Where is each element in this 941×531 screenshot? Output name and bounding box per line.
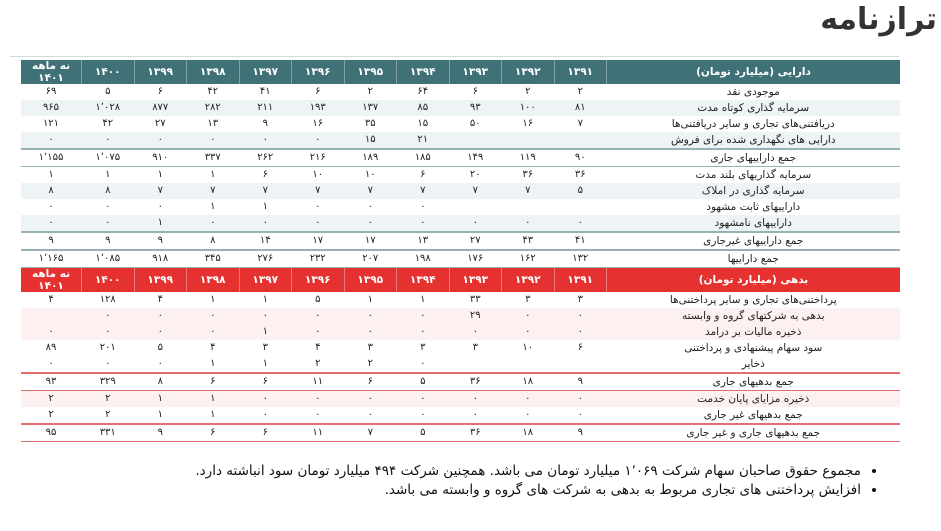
cell-value: ۶ (577, 342, 583, 353)
cell-value (554, 199, 607, 215)
cell-value: ۲ (577, 86, 583, 97)
cell-value: ۲۶۲ (239, 149, 292, 167)
cell-value: ۴ (315, 342, 321, 353)
cell-value: ۹۵ (21, 424, 82, 442)
cell-value: ۰ (21, 324, 82, 340)
column-header-year: ۱۳۹۳ (449, 60, 502, 84)
cell-value: ۱٬۰۸۵ (82, 250, 135, 268)
cell-value: ۰ (554, 308, 607, 324)
row-label: داراییهای ثابت مشهود (706, 201, 801, 213)
table-row (21, 407, 901, 424)
cell-value: ۱٬۱۵۵ (21, 149, 82, 167)
cell-value: ۰ (157, 358, 163, 369)
cell-value: ۹ (134, 424, 187, 442)
cell-value: ۱ (105, 169, 111, 180)
table-row (21, 215, 901, 232)
cell-value: ۱ (239, 324, 292, 340)
cell-value: ۰ (292, 215, 345, 232)
cell-value: ۴۳ (502, 232, 555, 250)
cell-value: ۴ (210, 342, 216, 353)
column-header-year: ۱۳۹۸ (187, 60, 240, 84)
cell-value: ۳ (262, 342, 268, 353)
assets-body (21, 84, 901, 268)
cell-value: ۱۴۹ (449, 149, 502, 167)
cell-value: ۰ (292, 308, 345, 324)
cell-value: ۰ (397, 324, 450, 340)
cell-value: ۵ (554, 183, 607, 199)
cell-value: ۰ (397, 391, 450, 408)
cell-value: ۱ (48, 169, 54, 180)
cell-value: ۶۹ (45, 86, 57, 97)
column-header-year: ۱۳۹۵ (344, 268, 397, 292)
cell-value: ۷ (449, 183, 502, 199)
cell-value: ۰ (105, 358, 111, 369)
cell-value: ۶ (187, 424, 240, 442)
cell-value: ۰ (239, 308, 292, 324)
cell-value: ۱ (210, 294, 216, 305)
cell-value: ۷ (577, 118, 583, 129)
cell-value: ۶ (472, 86, 478, 97)
cell-value: ۱ (187, 391, 240, 408)
cell-value: ۲۱ (397, 132, 450, 149)
column-header-year: ۱۳۹۵ (344, 60, 397, 84)
cell-value: ۶۴ (417, 86, 429, 97)
liabilities-header-row (21, 268, 901, 292)
cell-value: ۱۵ (417, 118, 429, 129)
notes-list (195, 462, 881, 500)
cell-value: ۲۰ (469, 169, 481, 180)
cell-value: ۰ (187, 308, 240, 324)
column-header-year: ۱۳۹۴ (397, 60, 450, 84)
row-label: داراییهای نامشهود (607, 215, 901, 232)
cell-value: ۱ (420, 294, 426, 305)
table-row (21, 167, 901, 184)
note-item: • افزایش پرداختنی های تجاری مربوط به بدهی به شرکت های گروه و وابسته می باشد. (195, 481, 861, 500)
cell-value: ۱۰ (364, 169, 376, 180)
cell-value: ۰ (472, 409, 478, 420)
cell-value: ۰ (262, 409, 268, 420)
column-header-year: ۱۳۹۹ (134, 268, 187, 292)
cell-value: ۰ (157, 201, 163, 212)
cell-value: ۲ (367, 358, 373, 369)
cell-value: ۲ (315, 358, 321, 369)
column-header-year: ۱۳۹۲ (502, 268, 555, 292)
cell-value: ۰ (554, 215, 607, 232)
row-label: ذخیره مزایای پایان خدمت (607, 391, 901, 408)
cell-value: ۶ (239, 424, 292, 442)
cell-value: ۰ (82, 215, 135, 232)
table-row (21, 292, 901, 308)
cell-value: ۱۸۹ (344, 149, 397, 167)
cell-value: ۰ (134, 308, 187, 324)
cell-value: ۰ (82, 324, 135, 340)
cell-value: ۳۶ (449, 373, 502, 391)
cell-value: ۱ (262, 358, 268, 369)
cell-value: ۱۱۹ (502, 149, 555, 167)
cell-value: ۱٬۱۶۵ (21, 250, 82, 268)
column-header-year: ۱۳۹۶ (292, 268, 345, 292)
cell-value: ۲ (21, 391, 82, 408)
column-header-year: ۱۳۹۱ (554, 268, 607, 292)
cell-value: ۰ (397, 308, 450, 324)
title-divider (10, 56, 899, 57)
cell-value: ۱۸ (502, 373, 555, 391)
cell-value: ۷ (187, 183, 240, 199)
cell-value: ۵۰ (469, 118, 481, 129)
cell-value: ۳۳ (469, 294, 481, 305)
cell-value: ۰ (292, 324, 345, 340)
cell-value: ۴ (157, 294, 163, 305)
column-header-year: ۱۳۹۲ (502, 60, 555, 84)
cell-value: ۸۱ (554, 100, 607, 116)
column-header-year: ۱۳۹۱ (554, 60, 607, 84)
cell-value: ۸۵ (397, 100, 450, 116)
cell-value: ۰ (420, 358, 426, 369)
cell-value: ۷ (344, 183, 397, 199)
column-header-year: ۱۳۹۹ (134, 60, 187, 84)
cell-value: ۲۷ (154, 118, 166, 129)
cell-value: ۷ (292, 183, 345, 199)
cell-value: ۰ (292, 391, 345, 408)
cell-value: ۲ (82, 391, 135, 408)
cell-value: ۲۷۶ (239, 250, 292, 268)
cell-value: ۱ (262, 294, 268, 305)
row-label: ذخیره مالیات بر درامد (607, 324, 901, 340)
cell-value: ۰ (239, 391, 292, 408)
cell-value: ۱۳ (397, 232, 450, 250)
cell-value: ۱۹۳ (292, 100, 345, 116)
table-row (21, 183, 901, 199)
cell-value: ۰ (397, 215, 450, 232)
cell-value: ۸ (134, 373, 187, 391)
page-title: ترازنامه (820, 2, 937, 37)
cell-value: ۱ (262, 201, 268, 212)
cell-value: ۹ (554, 373, 607, 391)
cell-value: ۱۹۸ (397, 250, 450, 268)
cell-value: ۰ (525, 409, 531, 420)
cell-value: ۴۱ (554, 232, 607, 250)
cell-value: ۰ (420, 409, 426, 420)
cell-value: ۰ (344, 215, 397, 232)
row-label: جمع داراییهای غیرجاری (607, 232, 901, 250)
column-header-year: ۱۳۹۳ (449, 268, 502, 292)
cell-value: ۰ (82, 132, 135, 149)
cell-value: ۳ (472, 342, 478, 353)
cell-value: ۹ (262, 118, 268, 129)
cell-value: ۶ (315, 86, 321, 97)
cell-value: ۹۰ (554, 149, 607, 167)
cell-value: ۱ (157, 169, 163, 180)
row-label: پرداختنی‌های تجاری و سایر پرداختنی‌ها (669, 294, 837, 306)
cell-value: ۰ (187, 215, 240, 232)
row-label: جمع داراییها (607, 250, 901, 268)
cell-value: ۱ (134, 391, 187, 408)
cell-value: ۱ (157, 409, 163, 420)
cell-value: ۳۶ (522, 169, 534, 180)
assets-table (20, 60, 900, 268)
table-row (21, 199, 901, 215)
cell-value (502, 199, 555, 215)
cell-value: ۹ (554, 424, 607, 442)
cell-value: ۱۶ (522, 118, 534, 129)
cell-value (449, 132, 502, 149)
cell-value: ۰ (239, 132, 292, 149)
cell-value: ۸ (21, 183, 82, 199)
cell-value: ۷ (239, 183, 292, 199)
cell-value: ۶ (344, 373, 397, 391)
cell-value: ۲ (367, 86, 373, 97)
cell-value: ۰ (134, 324, 187, 340)
cell-value: ۳۵ (364, 118, 376, 129)
row-label: جمع بدهیهای جاری (607, 373, 901, 391)
cell-value: ۲ (105, 409, 111, 420)
cell-value: ۹ (82, 232, 135, 250)
cell-value: ۶ (262, 169, 268, 180)
table-row (21, 232, 901, 250)
row-label: سود سهام پیشنهادی و پرداختنی (684, 342, 823, 354)
row-label: موجودی نقد (726, 86, 780, 98)
cell-value (449, 356, 502, 373)
table-row (21, 391, 901, 408)
cell-value: ۱٬۰۲۸ (82, 100, 135, 116)
cell-value (21, 308, 82, 324)
cell-value: ۳۴۵ (187, 250, 240, 268)
cell-value: ۰ (449, 324, 502, 340)
cell-value: ۰ (239, 215, 292, 232)
column-header-label: دارایی (میلیارد تومان) (607, 60, 901, 84)
cell-value: ۷ (397, 183, 450, 199)
cell-value: ۱۰ (312, 169, 324, 180)
cell-value: ۱۲۸ (99, 294, 116, 305)
cell-value: ۰ (502, 308, 555, 324)
cell-value: ۰ (21, 215, 82, 232)
cell-value: ۰ (187, 132, 240, 149)
cell-value: ۱۷ (292, 232, 345, 250)
cell-value: ۲ (48, 409, 54, 420)
cell-value: ۰ (367, 201, 373, 212)
row-label: جمع بدهیهای جاری و غیر جاری (607, 424, 901, 442)
cell-value: ۱۱ (292, 424, 345, 442)
cell-value: ۰ (134, 132, 187, 149)
table-row (21, 250, 901, 268)
cell-value: ۴۲ (207, 86, 219, 97)
column-header-year: ۱۳۹۸ (187, 268, 240, 292)
row-label: سرمایه گذاری کوتاه مدت (607, 100, 901, 116)
table-row (21, 424, 901, 442)
row-label: دارایی های نگهداری شده برای فروش (607, 132, 901, 149)
column-header-year: ۱۳۹۷ (239, 60, 292, 84)
cell-value: ۱٬۰۷۵ (82, 149, 135, 167)
cell-value: ۱۸ (502, 424, 555, 442)
cell-value: ۲۳۲ (292, 250, 345, 268)
column-header-year: ۱۴۰۰ (82, 60, 135, 84)
cell-value: ۶ (187, 373, 240, 391)
table-row (21, 132, 901, 149)
cell-value: ۰ (577, 409, 583, 420)
cell-value: ۰ (292, 132, 345, 149)
cell-value: ۱۱ (292, 373, 345, 391)
cell-value: ۰ (449, 391, 502, 408)
cell-value: ۰ (449, 215, 502, 232)
cell-value: ۰ (344, 391, 397, 408)
cell-value: ۹۱۸ (134, 250, 187, 268)
row-label: جمع داراییهای جاری (607, 149, 901, 167)
cell-value: ۲۷ (449, 232, 502, 250)
cell-value: ۳ (420, 342, 426, 353)
cell-value: ۰ (420, 201, 426, 212)
cell-value (502, 132, 555, 149)
cell-value: ۲۰۷ (344, 250, 397, 268)
cell-value: ۱۸۵ (397, 149, 450, 167)
cell-value: ۲۱۶ (292, 149, 345, 167)
cell-value: ۱ (210, 409, 216, 420)
cell-value: ۱۷۶ (449, 250, 502, 268)
cell-value: ۴ (48, 294, 54, 305)
cell-value: ۶ (420, 169, 426, 180)
cell-value: ۱۴ (239, 232, 292, 250)
row-label: جمع بدهیهای غیر جاری (703, 409, 803, 421)
row-label: سرمایه گذاری در املاک (607, 183, 901, 199)
cell-value: ۰ (344, 308, 397, 324)
assets-header-row (21, 60, 901, 84)
cell-value: ۱ (210, 201, 216, 212)
cell-value: ۳ (367, 342, 373, 353)
cell-value: ۳ (577, 294, 583, 305)
cell-value: ۵ (397, 424, 450, 442)
cell-value: ۱۰ (522, 342, 534, 353)
table-row (21, 100, 901, 116)
cell-value: ۲۱۱ (239, 100, 292, 116)
cell-value: ۱ (134, 215, 187, 232)
row-label: ذخایر (741, 358, 765, 370)
liabilities-body (21, 292, 901, 442)
row-label: سرمایه گذاریهای بلند مدت (695, 169, 812, 181)
table-row (21, 340, 901, 356)
cell-value: ۱۳ (207, 118, 219, 129)
cell-value: ۹ (134, 232, 187, 250)
cell-value: ۱ (367, 294, 373, 305)
cell-value: ۳۶ (449, 424, 502, 442)
cell-value: ۳ (525, 294, 531, 305)
cell-value: ۹ (21, 232, 82, 250)
cell-value: ۳۲۹ (82, 373, 135, 391)
cell-value: ۴۱ (259, 86, 271, 97)
column-header-year: نه ماهه ۱۴۰۱ (21, 60, 82, 84)
cell-value: ۱ (210, 169, 216, 180)
cell-value: ۸ (187, 232, 240, 250)
cell-value: ۸۷۷ (134, 100, 187, 116)
cell-value: ۰ (21, 132, 82, 149)
cell-value: ۲۸۲ (187, 100, 240, 116)
cell-value: ۷ (134, 183, 187, 199)
cell-value: ۷ (502, 183, 555, 199)
cell-value: ۵ (157, 342, 163, 353)
cell-value: ۳۳۱ (82, 424, 135, 442)
cell-value (554, 356, 607, 373)
liabilities-table (20, 268, 900, 442)
cell-value: ۰ (554, 324, 607, 340)
cell-value: ۰ (367, 409, 373, 420)
table-row (21, 308, 901, 324)
cell-value: ۱۷ (344, 232, 397, 250)
note-item: • مجموع حقوق صاحبان سهام شرکت ۱٬۰۶۹ میلیارد تومان می باشد. همچنین شرکت ۴۹۴ میلیارد تومان سود انباشته دارد. (195, 462, 861, 481)
cell-value: ۰ (315, 409, 321, 420)
table-row (21, 373, 901, 391)
table-row (21, 356, 901, 373)
cell-value: ۸ (82, 183, 135, 199)
cell-value: ۰ (48, 201, 54, 212)
cell-value: ۶ (157, 86, 163, 97)
column-header-year: ۱۳۹۷ (239, 268, 292, 292)
cell-value (554, 132, 607, 149)
cell-value (449, 199, 502, 215)
column-header-year: ۱۴۰۰ (82, 268, 135, 292)
table-row (21, 149, 901, 167)
cell-value: ۵ (315, 294, 321, 305)
column-header-year: نه ماهه ۱۴۰۱ (21, 268, 82, 292)
cell-value: ۲ (525, 86, 531, 97)
cell-value: ۱ (210, 358, 216, 369)
cell-value: ۶ (239, 373, 292, 391)
cell-value: ۰ (502, 215, 555, 232)
cell-value: ۹۱۰ (134, 149, 187, 167)
cell-value: ۰ (315, 201, 321, 212)
cell-value: ۰ (344, 324, 397, 340)
cell-value: ۵ (397, 373, 450, 391)
cell-value: ۱۲۱ (42, 118, 60, 129)
column-header-year: ۱۳۹۴ (397, 268, 450, 292)
table-row (21, 116, 901, 132)
table-row (21, 324, 901, 340)
cell-value: ۱۳۷ (344, 100, 397, 116)
row-label: دریافتنی‌های تجاری و سایر دریافتنی‌ها (671, 118, 835, 130)
column-header-year: ۱۳۹۶ (292, 60, 345, 84)
cell-value (502, 356, 555, 373)
cell-value: ۱۶۲ (502, 250, 555, 268)
cell-value: ۱۰۰ (502, 100, 555, 116)
cell-value: ۰ (187, 324, 240, 340)
cell-value: ۰ (554, 391, 607, 408)
cell-value: ۰ (502, 324, 555, 340)
cell-value: ۹۶۵ (21, 100, 82, 116)
cell-value: ۴۲ (102, 118, 114, 129)
cell-value: ۰ (48, 358, 54, 369)
cell-value: ۲۹ (449, 308, 502, 324)
row-label: بدهی به شرکتهای گروه و وابسته (607, 308, 901, 324)
cell-value: ۰ (82, 308, 135, 324)
cell-value: ۹۳ (21, 373, 82, 391)
cell-value: ۱۶ (312, 118, 324, 129)
cell-value: ۱۳۲ (554, 250, 607, 268)
cell-value: ۰ (502, 391, 555, 408)
cell-value: ۰ (105, 201, 111, 212)
cell-value: ۲۰۱ (99, 342, 116, 353)
column-header-label: بدهی (میلیارد تومان) (607, 268, 901, 292)
cell-value: ۹۳ (449, 100, 502, 116)
cell-value: ۷ (344, 424, 397, 442)
cell-value: ۸۹ (45, 342, 57, 353)
cell-value: ۳۳۷ (187, 149, 240, 167)
cell-value: ۵ (105, 86, 111, 97)
cell-value: ۱۵ (344, 132, 397, 149)
cell-value: ۳۶ (574, 169, 586, 180)
table-row (21, 84, 901, 100)
